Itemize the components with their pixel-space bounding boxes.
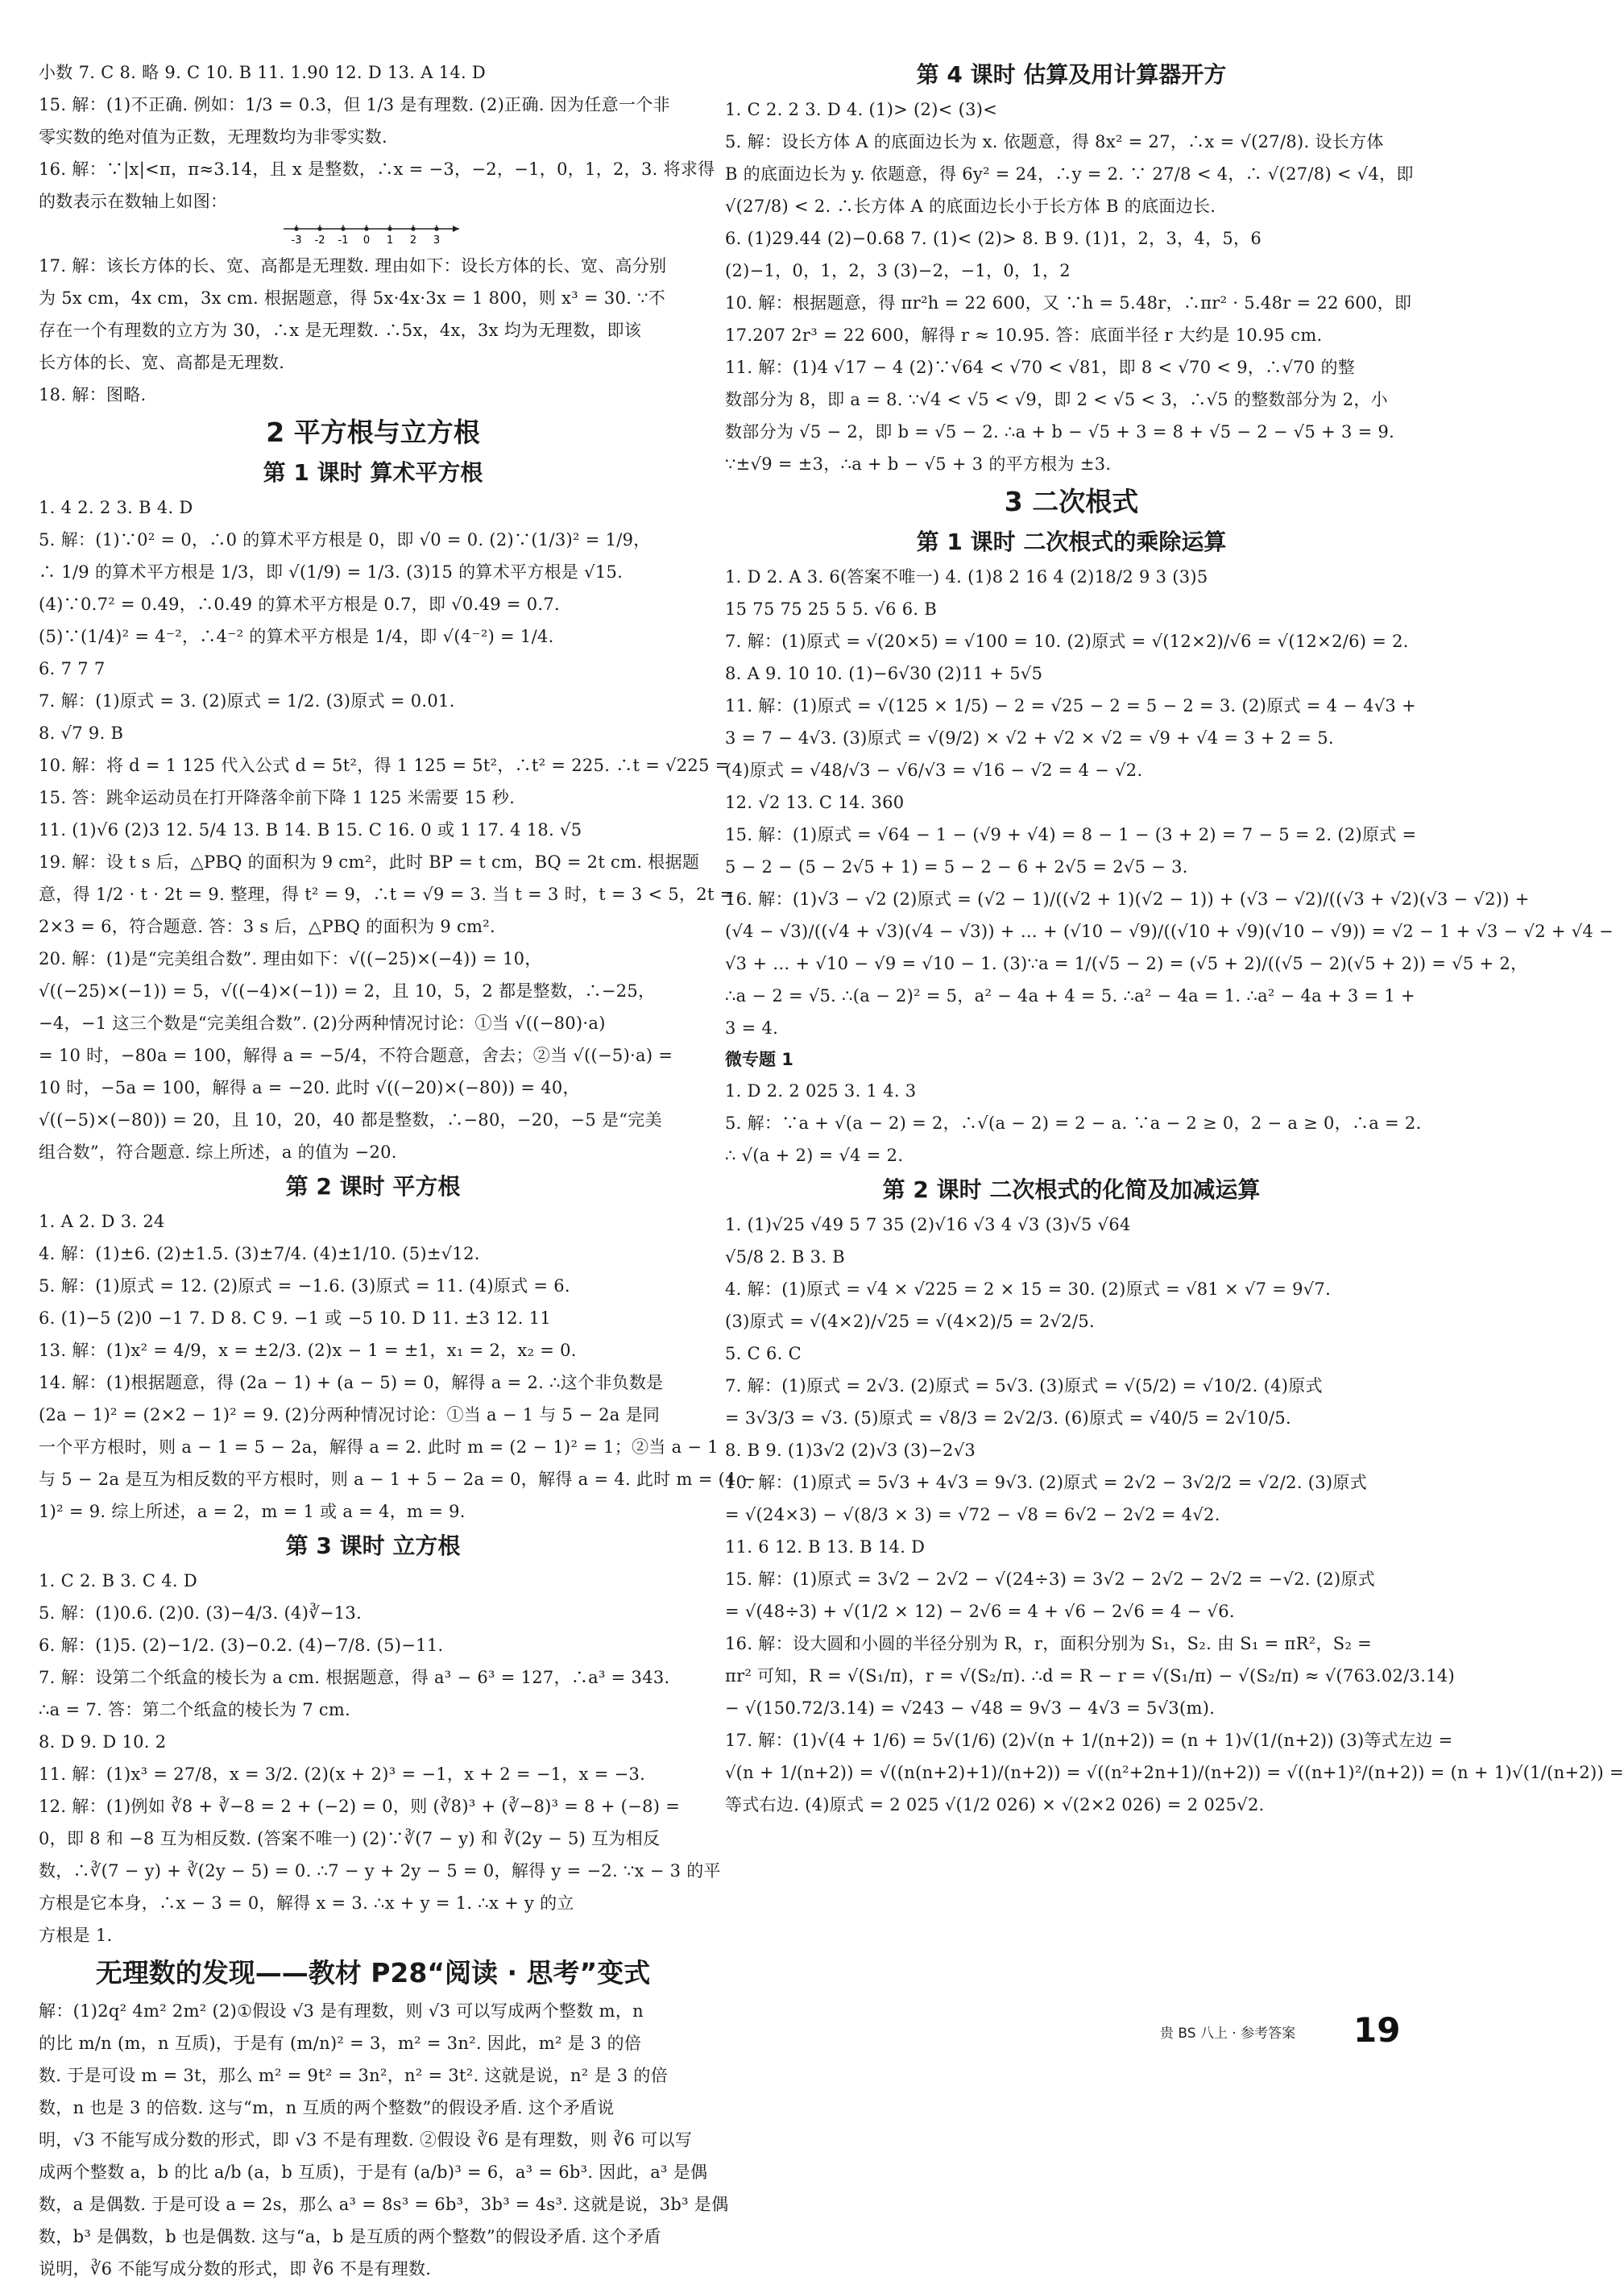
answer-line: 4. 解：(1)±6. (2)±1.5. (3)±7/4. (4)±1/10. (5)±√12. [39,1244,480,1263]
number-line-label: -3 [291,234,302,247]
number-line-label: -2 [314,234,325,247]
answer-line: 意，得 1/2 · t · 2t = 9. 整理，得 t² = 9，∴t = √9 = 3. 当 t = 3 时，t = 3 < 5，2t = [39,885,735,904]
answer-line: 6. (1)29.44 (2)−0.68 7. (1)< (2)> 8. B 9. (1)1，2，3，4，5，6 [725,229,1262,248]
answer-line: 15. 解：(1)原式 = 3√2 − 2√2 − √(24÷3) = 3√2 − 2√2 − 2√2 = −√2. (2)原式 [725,1570,1376,1589]
page-number: 19 [1353,2010,1401,2050]
answer-line: 1. C 2. B 3. C 4. D [39,1571,197,1590]
number-line-point [317,226,321,230]
answer-line: −4，−1 这三个数是“完美组合数”. (2)分两种情况讨论：①当 √((−80)·a) [39,1014,606,1033]
answer-line: 18. 解：图略. [39,385,147,404]
answer-line: 1. D 2. A 3. 6(答案不唯一) 4. (1)8 2 16 4 (2)18/2 9 3 (3)5 [725,567,1208,587]
answer-line: 5. 解：(1)∵0² = 0，∴0 的算术平方根是 0，即 √0 = 0. (2)∵(1/3)² = 1/9， [39,530,651,549]
answer-line: = √(48÷3) + √(1/2 × 12) − 2√6 = 4 + √6 − 2√6 = 4 − √6. [725,1602,1235,1621]
answer-line: 11. (1)√6 (2)3 12. 5/4 13. B 14. B 15. C 16. 0 或 1 17. 4 18. √5 [39,820,582,840]
answer-line: 1. A 2. D 3. 24 [39,1212,165,1231]
answer-line: 14. 解：(1)根据题意，得 (2a − 1) + (a − 5) = 0，解得 a = 2. ∴这个非负数是 [39,1373,664,1392]
section-heading: 无理数的发现——教材 P28“阅读 · 思考”变式 [95,1957,651,1988]
answer-line: 16. 解：∵|x|<π，π≈3.14，且 x 是整数，∴x = −3，−2，−1，0，1，2，3. 将求得 [39,160,715,179]
answer-line: √((−25)×(−1)) = 5，√((−4)×(−1)) = 2，且 10，5，2 都是整数，∴−25， [39,981,656,1001]
answer-line: 5 − 2 − (5 − 2√5 + 1) = 5 − 2 − 6 + 2√5 = 2√5 − 3. [725,857,1188,877]
answer-line: = 3√3/3 = √3. (5)原式 = √8/3 = 2√2/3. (6)原式 = √40/5 = 2√10/5. [725,1408,1292,1428]
answer-line: 数部分为 √5 − 2，即 b = √5 − 2. ∴a + b − √5 + 3 = 8 + √5 − 2 − √5 + 3 = 9. [725,422,1395,442]
answer-line: (4)∵0.7² = 0.49，∴0.49 的算术平方根是 0.7，即 √0.49 = 0.7. [39,595,561,614]
answer-line: 方根是 1. [39,1926,113,1945]
answer-line: 17.207 2r³ = 22 600，解得 r ≈ 10.95. 答：底面半径 r 大约是 10.95 cm. [725,326,1323,345]
answer-line: 数部分为 8，即 a = 8. ∵√4 < √5 < √9，即 2 < √5 < 3，∴√5 的整数部分为 2，小 [725,390,1388,409]
answer-line: 4. 解：(1)原式 = √4 × √225 = 2 × 15 = 30. (2)原式 = √81 × √7 = 9√7. [725,1279,1332,1299]
answer-line: 10. 解：将 d = 1 125 代入公式 d = 5t²，得 1 125 = 5t²，∴t² = 225. ∴t = √225 = [39,756,730,775]
answer-line: 数，b³ 是偶数，b 也是偶数. 这与“a，b 是互质的两个整数”的假设矛盾. 这个矛盾 [39,2227,661,2246]
number-line-label: 1 [386,234,394,247]
answer-line: 10. 解：根据题意，得 πr²h = 22 600，又 ∵h = 5.48r，∴πr² · 5.48r = 22 600，即 [725,293,1412,313]
answer-line: 16. 解：(1)√3 − √2 (2)原式 = (√2 − 1)/((√2 + 1)(√2 − 1)) + (√3 − √2)/((√3 + √2)(√3 − √2)) + [725,890,1530,909]
answer-line: 5. 解：设长方体 A 的底面边长为 x. 依题意，得 8x² = 27，∴x = √(27/8). 设长方体 [725,132,1384,151]
answer-line: 15 75 75 25 5 5. √6 6. B [725,599,938,619]
page-footer [1160,2010,1426,2051]
answer-line: 零实数的绝对值为正数，无理数均为非零实数. [39,127,387,147]
answer-line: 5. 解：(1)原式 = 12. (2)原式 = −1.6. (3)原式 = 11. (4)原式 = 6. [39,1276,570,1296]
answer-line: 6. 7 7 7 [39,659,106,678]
answer-line: 8. A 9. 10 10. (1)−6√30 (2)11 + 5√5 [725,664,1043,683]
section-heading: 第 4 课时 估算及用计算器开方 [916,61,1227,88]
answer-line: 6. (1)−5 (2)0 −1 7. D 8. C 9. −1 或 −5 10. D 11. ±3 12. 11 [39,1308,552,1328]
answer-line: B 的底面边长为 y. 依题意，得 6y² = 24，∴y = 2. ∵ 27/8 < 4，∴ √(27/8) < √4，即 [725,164,1414,184]
section-heading: 第 1 课时 二次根式的乘除运算 [916,529,1227,555]
answer-line: √(n + 1/(n+2)) = √((n(n+2)+1)/(n+2)) = √((n²+2n+1)/(n+2)) = √((n+1)²/(n+2)) = (n + 1)√(1/(n+2)) = [725,1763,1624,1782]
answer-line: 11. 解：(1)x³ = 27/8，x = 3/2. (2)(x + 2)³ = −1，x + 2 = −1，x = −3. [39,1765,646,1784]
number-line-point [294,226,298,230]
section-heading: 第 3 课时 立方根 [285,1532,461,1559]
answer-line: 8. B 9. (1)3√2 (2)√3 (3)−2√3 [725,1441,976,1460]
answer-line: 1. (1)√25 √49 5 7 35 (2)√16 √3 4 √3 (3)√5 √64 [725,1215,1131,1234]
footer-label: 贵 BS 八上 · 参考答案 [1160,2026,1296,2042]
answer-line: ∵±√9 = ±3，∴a + b − √5 + 3 的平方根为 ±3. [725,454,1112,474]
answer-line: 7. 解：设第二个纸盒的棱长为 a cm. 根据题意，得 a³ − 6³ = 127，∴a³ = 343. [39,1668,670,1687]
answer-line: 7. 解：(1)原式 = 2√3. (2)原式 = 5√3. (3)原式 = √(5/2) = √10/2. (4)原式 [725,1376,1323,1395]
answer-line: 5. 解：∵a + √(a − 2) = 2，∴√(a − 2) = 2 − a. ∵a − 2 ≥ 0，2 − a ≥ 0，∴a = 2. [725,1113,1422,1133]
answer-line: 20. 解：(1)是“完美组合数”. 理由如下：√((−25)×(−4)) = 10， [39,949,542,968]
answer-line: 成两个整数 a，b 的比 a/b (a，b 互质)，于是有 (a/b)³ = 6，a³ = 6b³. 因此，a³ 是偶 [39,2163,708,2182]
number-line-arrow [453,226,459,232]
answer-line: 2×3 = 6，符合题意. 答：3 s 后，△PBQ 的面积为 9 cm². [39,917,495,936]
answer-line: ∴ √(a + 2) = √4 = 2. [725,1146,904,1165]
answer-line: 15. 解：(1)原式 = √64 − 1 − (√9 + √4) = 8 − 1 − (3 + 2) = 7 − 5 = 2. (2)原式 = [725,825,1417,844]
answer-line: 等式右边. (4)原式 = 2 025 √(1/2 026) × √(2×2 026) = 2 025√2. [725,1795,1265,1814]
answer-line: 0，即 8 和 −8 互为相反数. (答案不唯一) (2)∵∛(7 − y) 和 ∛(2y − 5) 互为相反 [39,1829,661,1848]
section-heading: 第 2 课时 平方根 [285,1173,461,1200]
answer-line: 1. D 2. 2 025 3. 1 4. 3 [725,1081,917,1101]
answer-line: (5)∵(1/4)² = 4⁻²，∴4⁻² 的算术平方根是 1/4，即 √(4⁻²) = 1/4. [39,627,554,646]
number-line-point [387,226,392,230]
answer-line: 12. √2 13. C 14. 360 [725,793,905,812]
number-line-label: 3 [433,234,441,247]
answer-line: (√4 − √3)/((√4 + √3)(√4 − √3)) + … + (√10 − √9)/((√10 + √9)(√10 − √9)) = √2 − 1 + √3 − √2 + √4 − [725,922,1614,941]
answer-line: (2a − 1)² = (2×2 − 1)² = 9. (2)分两种情况讨论：①当 a − 1 与 5 − 2a 是同 [39,1405,661,1424]
answer-line: 8. √7 9. B [39,724,124,743]
answer-line: √3 + … + √10 − √9 = √10 − 1. (3)∵a = 1/(√5 − 2) = (√5 + 2)/((√5 − 2)(√5 + 2)) = √5 + 2， [725,954,1528,973]
answer-line: 8. D 9. D 10. 2 [39,1732,167,1752]
answer-line: 方根是它本身，∴x − 3 = 0，解得 x = 3. ∴x + y = 1. ∴x + y 的立 [39,1893,574,1913]
answer-line: 3 = 4. [725,1018,779,1038]
answer-line: 数，a 是偶数. 于是可设 a = 2s，那么 a³ = 8s³ = 6b³，3b³ = 4s³. 这就是说，3b³ 是偶 [39,2195,729,2214]
answer-line: 明，√3 不能写成分数的形式，即 √3 不是有理数. ②假设 ∛6 是有理数，则 ∛6 可以写 [39,2130,693,2150]
answer-line: 长方体的长、宽、高都是无理数. [39,353,285,372]
answer-line: 17. 解：(1)√(4 + 1/6) = 5√(1/6) (2)√(n + 1/(n+2)) = (n + 1)√(1/(n+2)) (3)等式左边 = [725,1731,1453,1750]
number-line-label: 2 [409,234,417,247]
answer-line: √((−5)×(−80)) = 20，且 10，20，40 都是整数，∴−80，−20，−5 是“完美 [39,1110,662,1130]
answer-line: 1. C 2. 2 3. D 4. (1)> (2)< (3)< [725,100,998,119]
answer-line: 7. 解：(1)原式 = √(20×5) = √100 = 10. (2)原式 = √(12×2)/√6 = √(12×2/6) = 2. [725,632,1409,651]
number-line-svg [280,218,466,250]
answer-line: 17. 解：该长方体的长、宽、高都是无理数. 理由如下：设长方体的长、宽、高分别 [39,256,667,276]
answer-line: 5. C 6. C [725,1344,802,1363]
section-heading: 第 2 课时 二次根式的化简及加减运算 [882,1176,1261,1203]
section-heading: 微专题 1 [725,1050,793,1069]
section-heading: 第 1 课时 算术平方根 [263,459,483,486]
answer-line: 组合数”，符合题意. 综上所述，a 的值为 −20. [39,1142,397,1162]
answer-line: 数，∴∛(7 − y) + ∛(2y − 5) = 0. ∴7 − y + 2y − 5 = 0，解得 y = −2. ∵x − 3 的平 [39,1861,721,1881]
answer-line: √5/8 2. B 3. B [725,1247,846,1267]
number-line-point [341,226,345,230]
answer-line: ∴ 1/9 的算术平方根是 1/3，即 √(1/9) = 1/3. (3)15 的算术平方根是 √15. [39,562,624,582]
answer-line: 19. 解：设 t s 后，△PBQ 的面积为 9 cm²，此时 BP = t cm，BQ = 2t cm. 根据题 [39,852,700,872]
left-column [39,56,756,2285]
answer-line: 6. 解：(1)5. (2)−1/2. (3)−0.2. (4)−7/8. (5)−11. [39,1636,444,1655]
answer-line: πr² 可知，R = √(S₁/π)，r = √(S₂/π). ∴d = R − r = √(S₁/π) − √(S₂/π) ≈ √(763.02/3.14) [725,1666,1455,1686]
answer-line: 12. 解：(1)例如 ∛8 + ∛−8 = 2 + (−2) = 0，则 (∛8)³ + (∛−8)³ = 8 + (−8) = [39,1797,681,1816]
answer-line: 15. 解：(1)不正确. 例如：1/3 = 0.3̇，但 1/3 是有理数. (2)正确. 因为任意一个非 [39,95,670,114]
right-column [725,56,1624,1821]
number-line-label: 0 [362,234,371,247]
answer-line: 10. 解：(1)原式 = 5√3 + 4√3 = 9√3. (2)原式 = 2√2 − 3√2/2 = √2/2. (3)原式 [725,1473,1368,1492]
answer-line: 11. 6 12. B 13. B 14. D [725,1537,926,1557]
answer-line: 11. 解：(1)4 √17 − 4 (2)∵√64 < √70 < √81，即 8 < √70 < 9，∴√70 的整 [725,358,1356,377]
answer-line: 存在一个有理数的立方为 30，∴x 是无理数. ∴5x，4x，3x 均为无理数，即该 [39,321,642,340]
number-line-point [364,226,368,230]
answer-line: 解：(1)2q² 4m² 2m² (2)①假设 √3 是有理数，则 √3 可以写成两个整数 m，n [39,2001,644,2021]
answer-line: 5. 解：(1)0.6. (2)0. (3)−4/3. (4)∛−13. [39,1603,362,1623]
answer-line: (3)原式 = √(4×2)/√25 = √(4×2)/5 = 2√2/5. [725,1312,1095,1331]
answer-line: 16. 解：设大圆和小圆的半径分别为 R，r，面积分别为 S₁，S₂. 由 S₁ = πR²，S₂ = [725,1634,1373,1653]
answer-line: 11. 解：(1)原式 = √(125 × 1/5) − 2 = √25 − 2 = 5 − 2 = 3. (2)原式 = 4 − 4√3 + [725,696,1416,715]
number-line-label: -1 [338,234,349,247]
answer-line: 10 时，−5a = 100，解得 a = −20. 此时 √((−20)×(−80)) = 40， [39,1078,580,1097]
answer-line: 1)² = 9. 综上所述，a = 2，m = 1 或 a = 4，m = 9. [39,1502,466,1521]
answer-line: 13. 解：(1)x² = 4/9，x = ±2/3. (2)x − 1 = ±1，x₁ = 2，x₂ = 0. [39,1341,577,1360]
answer-line: 的比 m/n (m，n 互质)，于是有 (m/n)² = 3，m² = 3n². 因此，m² 是 3 的倍 [39,2034,642,2053]
section-heading: 3 二次根式 [1004,486,1139,517]
answer-line: 15. 答：跳伞运动员在打开降落伞前下降 1 125 米需要 15 秒. [39,788,516,807]
answer-line: = √(24×3) − √(8/3 × 3) = √72 − √8 = 6√2 − 2√2 = 4√2. [725,1505,1220,1524]
answer-line: ∴a − 2 = √5. ∴(a − 2)² = 5，a² − 4a + 4 = 5. ∴a² − 4a = 1. ∴a² − 4a + 3 = 1 + [725,986,1415,1006]
answer-line: − √(150.72/3.14) = √243 − √48 = 9√3 − 4√3 = 5√3(m). [725,1698,1216,1718]
answer-line: = 10 时，−80a = 100，解得 a = −5/4，不符合题意，舍去；②当 √((−5)·a) = [39,1046,673,1065]
answer-line: (2)−1，0，1，2，3 (3)−2，−1，0，1，2 [725,261,1071,280]
answer-line: 数. 于是可设 m = 3t，那么 m² = 9t² = 3n²，n² = 3t². 这就是说，n² 是 3 的倍 [39,2066,668,2085]
answer-line: 3 = 7 − 4√3. (3)原式 = √(9/2) × √2 + √2 × √2 = √9 + √4 = 3 + 2 = 5. [725,728,1334,748]
answer-line: √(27/8) < 2. ∴长方体 A 的底面边长小于长方体 B 的底面边长. [725,197,1216,216]
answer-line: (4)原式 = √48/√3 − √6/√3 = √16 − √2 = 4 − √2. [725,761,1143,780]
answer-line: 7. 解：(1)原式 = 3. (2)原式 = 1/2. (3)原式 = 0.01. [39,691,455,711]
answer-line: ∴a = 7. 答：第二个纸盒的棱长为 7 cm. [39,1700,351,1719]
section-heading: 2 平方根与立方根 [266,417,480,448]
answer-line: 为 5x cm，4x cm，3x cm. 根据题意，得 5x·4x·3x = 1 800，则 x³ = 30. ∵不 [39,288,666,308]
number-line-figure [280,218,707,250]
answer-line: 数，n 也是 3 的倍数. 这与“m，n 互质的两个整数”的假设矛盾. 这个矛盾说 [39,2098,615,2117]
answer-line: 的数表示在数轴上如图： [39,192,228,211]
answer-line: 与 5 − 2a 是互为相反数的平方根时，则 a − 1 + 5 − 2a = 0，解得 a = 4. 此时 m = (4 − [39,1470,756,1489]
answer-line: 小数 7. C 8. 略 9. C 10. B 11. 1.90 12. D 13. A 14. D [39,63,487,82]
answer-line: 1. 4 2. 2 3. B 4. D [39,498,193,517]
number-line-point [411,226,415,230]
answer-line: 一个平方根时，则 a − 1 = 5 − 2a，解得 a = 2. 此时 m = (2 − 1)² = 1；②当 a − 1 [39,1437,719,1457]
number-line-point [434,226,438,230]
answer-line: 说明，∛6 不能写成分数的形式，即 ∛6 不是有理数. [39,2259,432,2279]
